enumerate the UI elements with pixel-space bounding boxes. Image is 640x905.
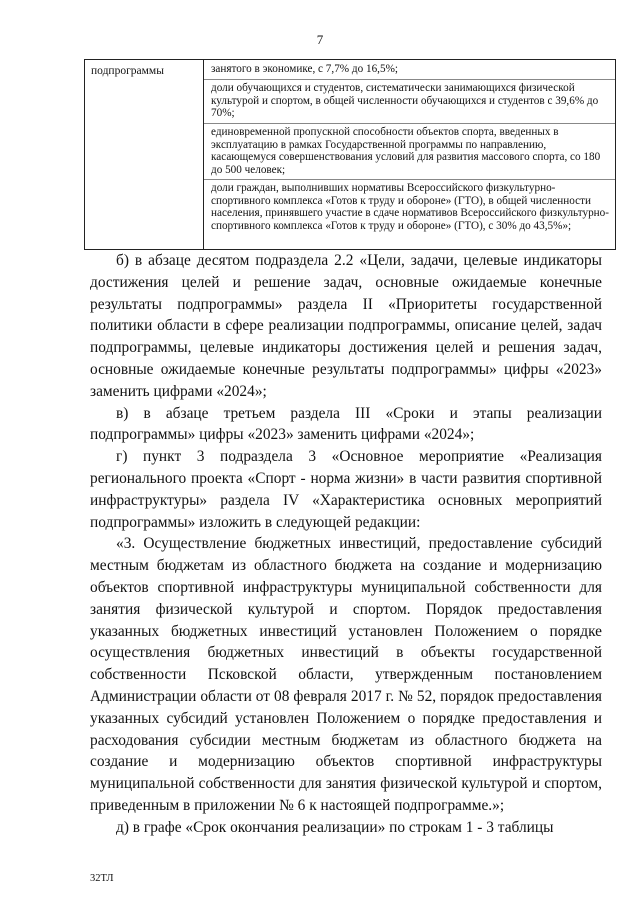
paragraph-quote-3: «3. Осуществление бюджетных инвестиций, предоставление субсидий местным бюджетам из областного бюджета на создание и модернизацию объектов спортивной инфраструктуры муниципальной собственности для занятия физической культурой и спортом. Порядок предоставления указанных бюджетных инвестиций установлен Положением о порядке осуществления бюджетных инвестиций в объекты государственной собственности Псковской области, утвержденным постановлением Администрации области от 08 февраля 2017 г. № 52, порядок предоставления указанных субсидий установлен Положением о порядке предоставления и расходования субсидии местным бюджетам из областного бюджета на создание и модернизацию объектов спортивной инфраструктуры муниципальной собственности для занятия физической культурой и спортом, приведенным в приложении № 6 к настоящей подпрограмме.»; <box>90 535 602 814</box>
table-row-students: доли обучающихся и студентов, систематически занимающихся физической культурой и спортом, в общей численности обучающихся и студентов с 39,6% до 70%; <box>211 82 599 120</box>
paragraph-d: д) в графе «Срок окончания реализации» по строкам 1 - 3 таблицы <box>116 818 554 836</box>
page-number: 7 <box>316 32 324 47</box>
row-separator <box>204 79 615 80</box>
table-label-cell: подпрограммы <box>91 65 164 77</box>
indicators-table <box>84 59 616 250</box>
row-separator <box>204 123 615 124</box>
row-separator <box>204 179 615 180</box>
table-row-gto: доли граждан, выполнивших нормативы Всероссийского физкультурно-спортивного комплекса «Готов к труду и обороне» (ГТО), в общей численности населения, принявшего участие в сдаче нормативов Всероссийского физкультурно-спортивного комплекса «Готов к труду и обороне» (ГТО), с 30% до 43,5%»; <box>211 182 609 232</box>
document-body <box>90 250 602 839</box>
column-divider <box>203 60 204 249</box>
table-row-employed: занятого в экономике, с 7,7% до 16,5%; <box>211 63 398 75</box>
paragraph-v: в) в абзаце третьем раздела III «Сроки и этапы реализации подпрограммы» цифры «2023» заменить цифрами «2024»; <box>90 404 602 444</box>
table-row-capacity: единовременной пропускной способности объектов спорта, введенных в эксплуатацию в рамках Государственной программы по направлению, касающемуся совершенствования условий для развития массового спорта, со 180 до 500 человек; <box>211 126 601 176</box>
footer-code: 32ТЛ <box>90 873 114 884</box>
paragraph-b: б) в абзаце десятом подраздела 2.2 «Цели, задачи, целевые индикаторы достижения целей и решение задач, основные ожидаемые конечные результаты подпрограммы» раздела II «Приоритеты государственной политики области в сфере реализации подпрограммы, описание целей, задач подпрограммы, целевые индикаторы достижения целей и решения задач, основные ожидаемые конечные результаты подпрограммы» цифры «2023» заменить цифрами «2024»; <box>90 252 602 400</box>
paragraph-g: г) пункт 3 подраздела 3 «Основное мероприятие «Реализация регионального проекта «Спорт - норма жизни» в части развития спортивной инфраструктуры» раздела IV «Характеристика основных мероприятий подпрограммы» изложить в следующей редакции: <box>90 448 602 531</box>
